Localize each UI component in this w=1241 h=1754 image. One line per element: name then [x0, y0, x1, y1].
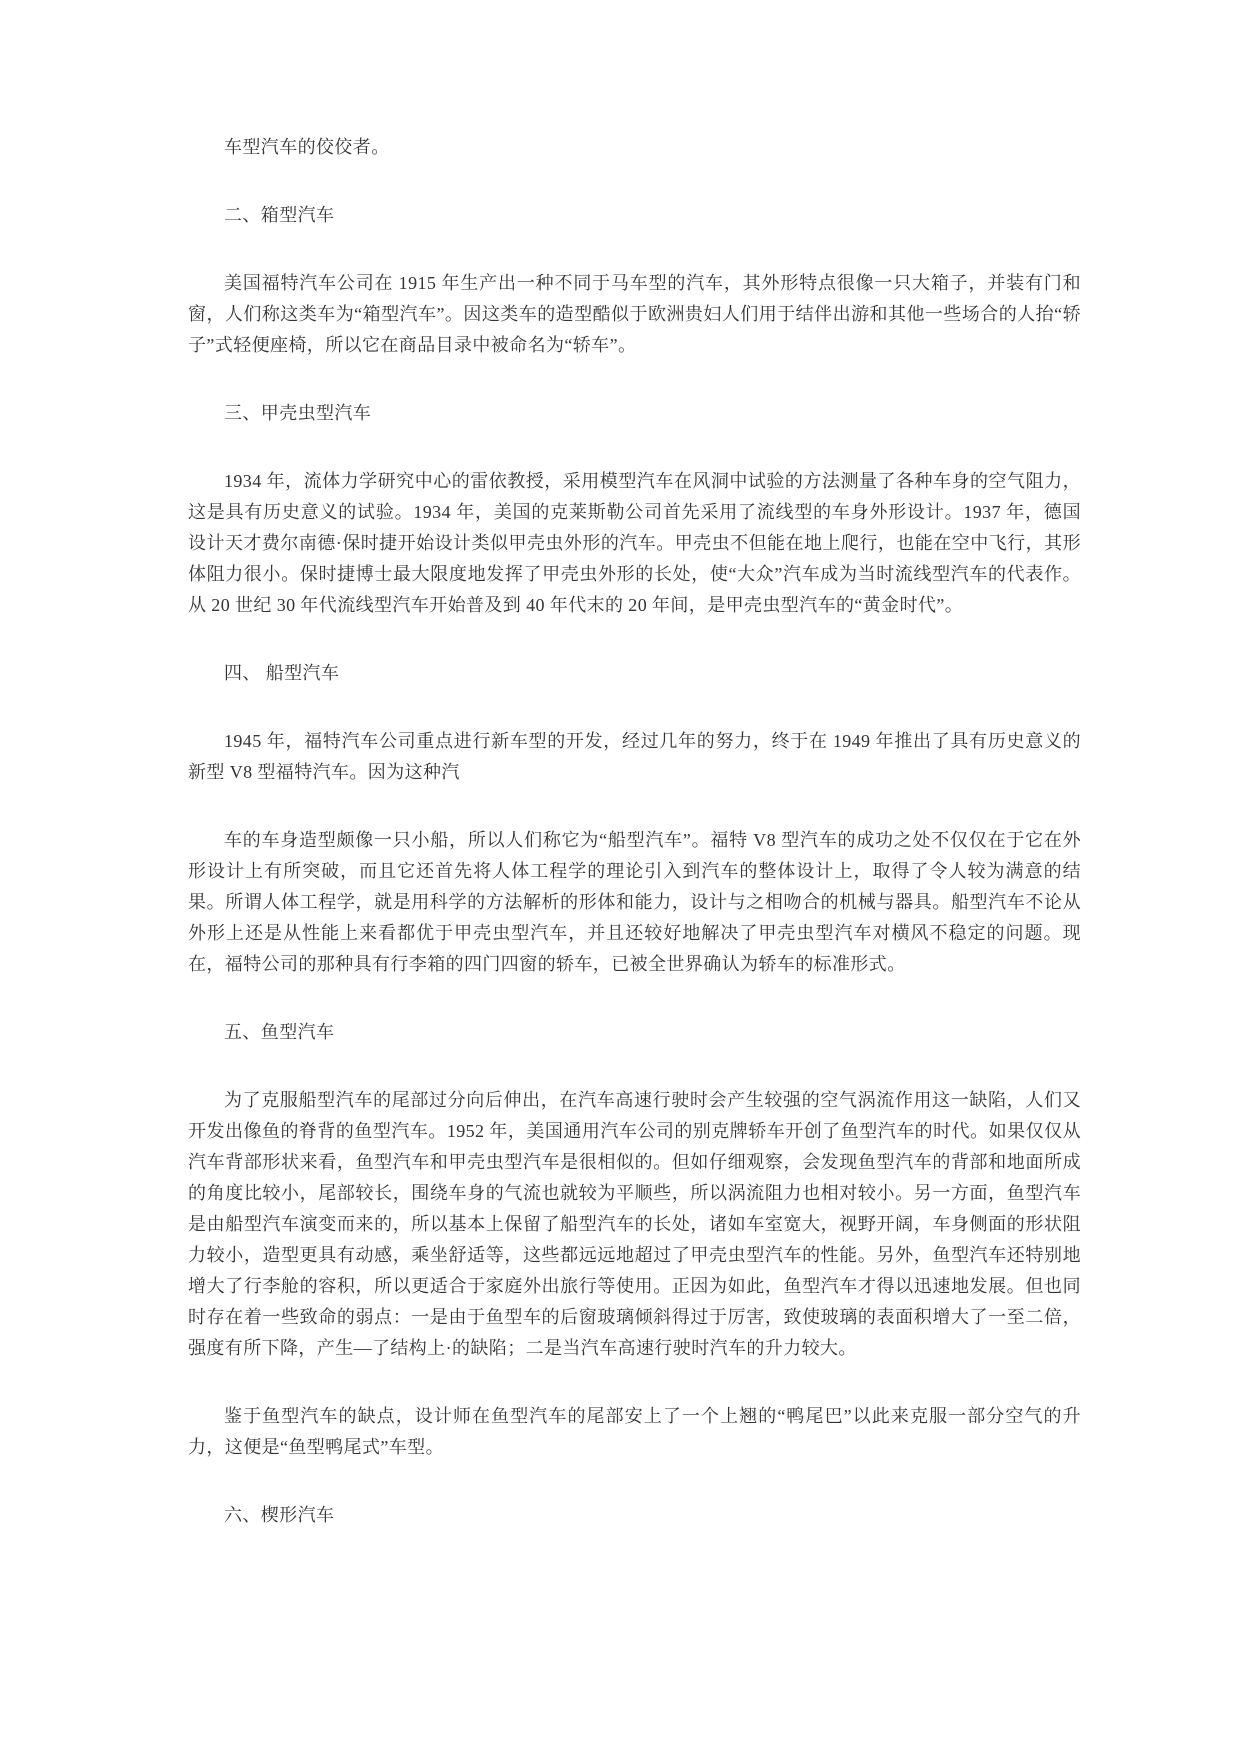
section-heading-wedge-car: 六、楔形汽车	[224, 1505, 335, 1525]
paragraph-boat-car-1: 1945 年，福特汽车公司重点进行新车型的开发，经过几年的努力，终于在 1949 年推出了具有历史意义的新型 V8 型福特汽车。因为这种汽	[188, 731, 1081, 782]
section-heading-beetle-car: 三、甲壳虫型汽车	[224, 403, 372, 423]
section-heading-box-car: 二、箱型汽车	[224, 205, 335, 225]
paragraph-beetle-car: 1934 年，流体力学研究中心的雷依教授，采用模型汽车在风洞中试验的方法测量了各种车身的空气阻力，这是具有历史意义的试验。1934 年，美国的克莱斯勒公司首先采用了流线型的车身外形设计。1937 年，德国设计天才费尔南德·保时捷开始设计类似甲壳虫外形的汽车。甲壳虫不但能在地上爬行，也能在空中飞行，其形体阻力很小。保时捷博士最大限度地发挥了甲壳虫外形的长处，使“大众”汽车成为当时流线型汽车的代表作。从 20 世纪 30 年代流线型汽车开始普及到 40 年代末的 20 年间，是甲壳虫型汽车的“黄金时代”。	[188, 471, 1081, 615]
section-heading-fish-car: 五、鱼型汽车	[224, 1022, 335, 1042]
paragraph-fish-car-1: 为了克服船型汽车的尾部过分向后伸出，在汽车高速行驶时会产生较强的空气涡流作用这一缺陷，人们又开发出像鱼的脊背的鱼型汽车。1952 年，美国通用汽车公司的别克牌轿车开创了鱼型汽车的时代。如果仅仅从汽车背部形状来看，鱼型汽车和甲壳虫型汽车是很相似的。但如仔细观察，会发现鱼型汽车的背部和地面所成的角度比较小，尾部较长，围绕车身的气流也就较为平顺些，所以涡流阻力也相对较小。另一方面，鱼型汽车是由船型汽车演变而来的，所以基本上保留了船型汽车的长处，诸如车室宽大，视野开阔，车身侧面的形状阻力较小，造型更具有动感，乘坐舒适等，这些都远远地超过了甲壳虫型汽车的性能。另外，鱼型汽车还特别地增大了行李舱的容积，所以更适合于家庭外出旅行等使用。正因为如此，鱼型汽车才得以迅速地发展。但也同时存在着一些致命的弱点：一是由于鱼型车的后窗玻璃倾斜得过于厉害，致使玻璃的表面积增大了一至二倍，强度有所下降，产生—了结构上·的缺陷；二是当汽车高速行驶时汽车的升力较大。	[188, 1090, 1081, 1358]
paragraph-boat-car-2: 车的车身造型颇像一只小船，所以人们称它为“船型汽车”。福特 V8 型汽车的成功之处不仅仅在于它在外形设计上有所突破，而且它还首先将人体工程学的理论引入到汽车的整体设计上，取得了令人较为满意的结果。所谓人体工程学，就是用科学的方法解析的形体和能力，设计与之相吻合的机械与器具。船型汽车不论从外形上还是从性能上来看都优于甲壳虫型汽车，并且还较好地解决了甲壳虫型汽车对横风不稳定的问题。现在，福特公司的那种具有行李箱的四门四窗的轿车，已被全世界确认为轿车的标准形式。	[188, 830, 1081, 974]
section-heading-boat-car: 四、 船型汽车	[224, 663, 340, 683]
paragraph-continuation: 车型汽车的佼佼者。	[224, 137, 390, 157]
paragraph-fish-car-2: 鉴于鱼型汽车的缺点，设计师在鱼型汽车的尾部安上了一个上翘的“鸭尾巴”以此来克服一部分空气的升力，这便是“鱼型鸭尾式”车型。	[188, 1406, 1081, 1457]
paragraph-box-car: 美国福特汽车公司在 1915 年生产出一种不同于马车型的汽车，其外形特点很像一只大箱子，并装有门和窗，人们称这类车为“箱型汽车”。因这类车的造型酷似于欧洲贵妇人们用于结伴出游和其他一些场合的人抬“轿子”式轻便座椅，所以它在商品目录中被命名为“轿车”。	[188, 273, 1081, 355]
